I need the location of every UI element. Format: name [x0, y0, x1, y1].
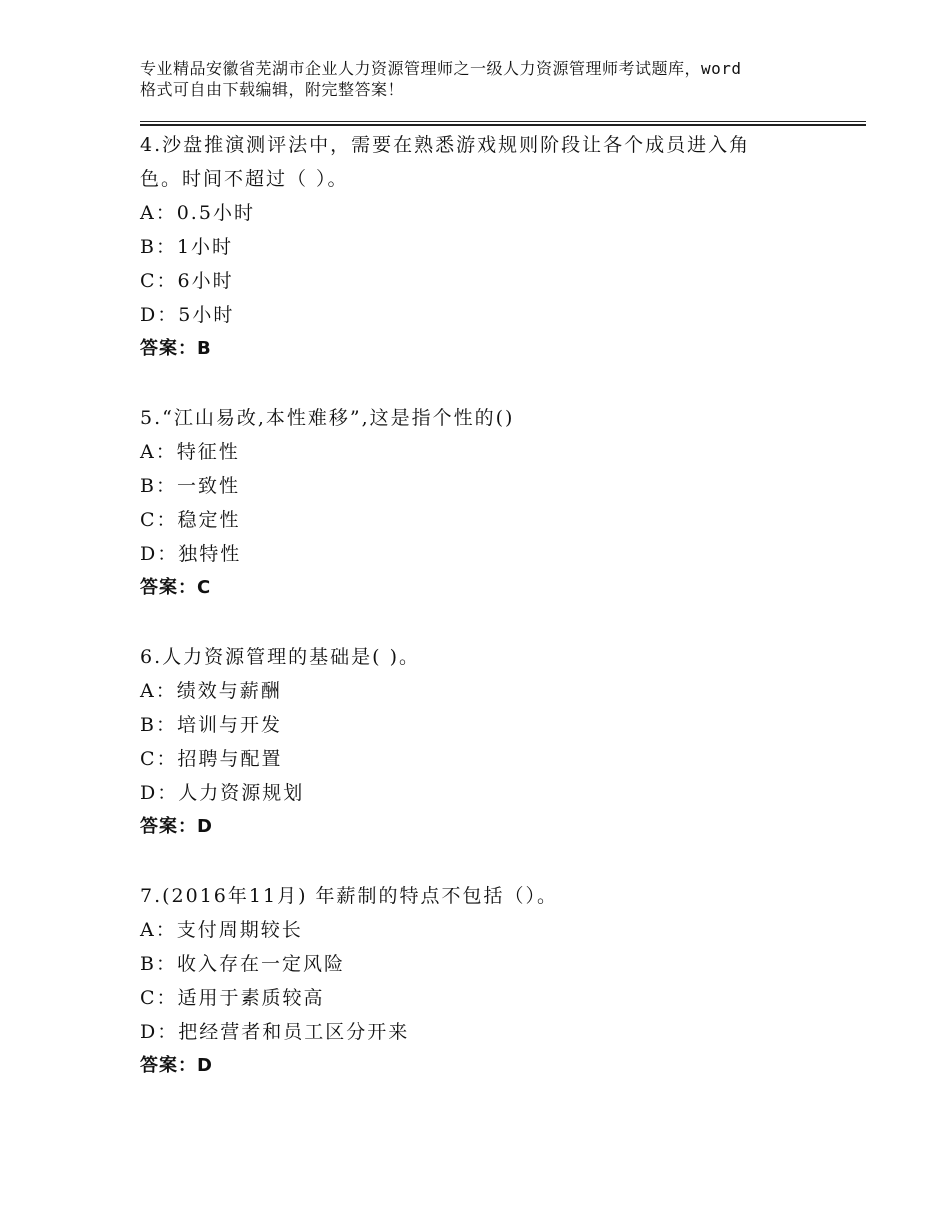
question-gap	[140, 605, 840, 640]
option-c: C：适用于素质较高	[140, 987, 325, 1009]
question-list	[140, 128, 840, 1083]
question-gap	[140, 366, 840, 401]
question-4	[140, 128, 840, 366]
question-7	[140, 879, 840, 1083]
option-b: B：培训与开发	[140, 714, 282, 736]
question-text: 5.“江山易改,本性难移”,这是指个性的()	[140, 407, 515, 429]
answer: 答案：D	[140, 816, 213, 837]
option-b: B：1小时	[140, 236, 234, 258]
option-a: A：绩效与薪酬	[140, 680, 282, 702]
option-d: D：把经营者和员工区分开来	[140, 1021, 410, 1043]
question-6	[140, 640, 840, 844]
option-b: B：收入存在一定风险	[140, 953, 345, 975]
header-divider-thick	[140, 124, 866, 126]
header-divider-thin	[140, 121, 866, 122]
question-text: 6.人力资源管理的基础是( )。	[140, 646, 420, 668]
option-c: C：招聘与配置	[140, 748, 283, 770]
question-text-line: 4.沙盘推演测评法中，需要在熟悉游戏规则阶段让各个成员进入角	[140, 134, 751, 156]
header-line-1: 专业精品安徽省芜湖市企业人力资源管理师之一级人力资源管理师考试题库，word	[140, 59, 742, 78]
answer: 答案：B	[140, 338, 212, 359]
header-line-2: 格式可自由下载编辑，附完整答案！	[140, 80, 405, 99]
option-a: A：支付周期较长	[140, 919, 303, 941]
question-text: 7.(2016年11月) 年薪制的特点不包括（）。	[140, 885, 559, 907]
option-c: C：稳定性	[140, 509, 241, 531]
option-d: D：5小时	[140, 304, 235, 326]
answer: 答案：C	[140, 577, 212, 598]
document-header	[140, 58, 860, 100]
option-c: C：6小时	[140, 270, 234, 292]
question-text	[140, 128, 780, 196]
question-5	[140, 401, 840, 605]
answer: 答案：D	[140, 1055, 213, 1076]
option-a: A：特征性	[140, 441, 240, 463]
question-gap	[140, 844, 840, 879]
option-b: B：一致性	[140, 475, 240, 497]
option-d: D：独特性	[140, 543, 242, 565]
option-a: A：0.5小时	[140, 202, 255, 224]
option-d: D：人力资源规划	[140, 782, 305, 804]
question-text-line: 色。时间不超过（ ）。	[140, 168, 349, 190]
